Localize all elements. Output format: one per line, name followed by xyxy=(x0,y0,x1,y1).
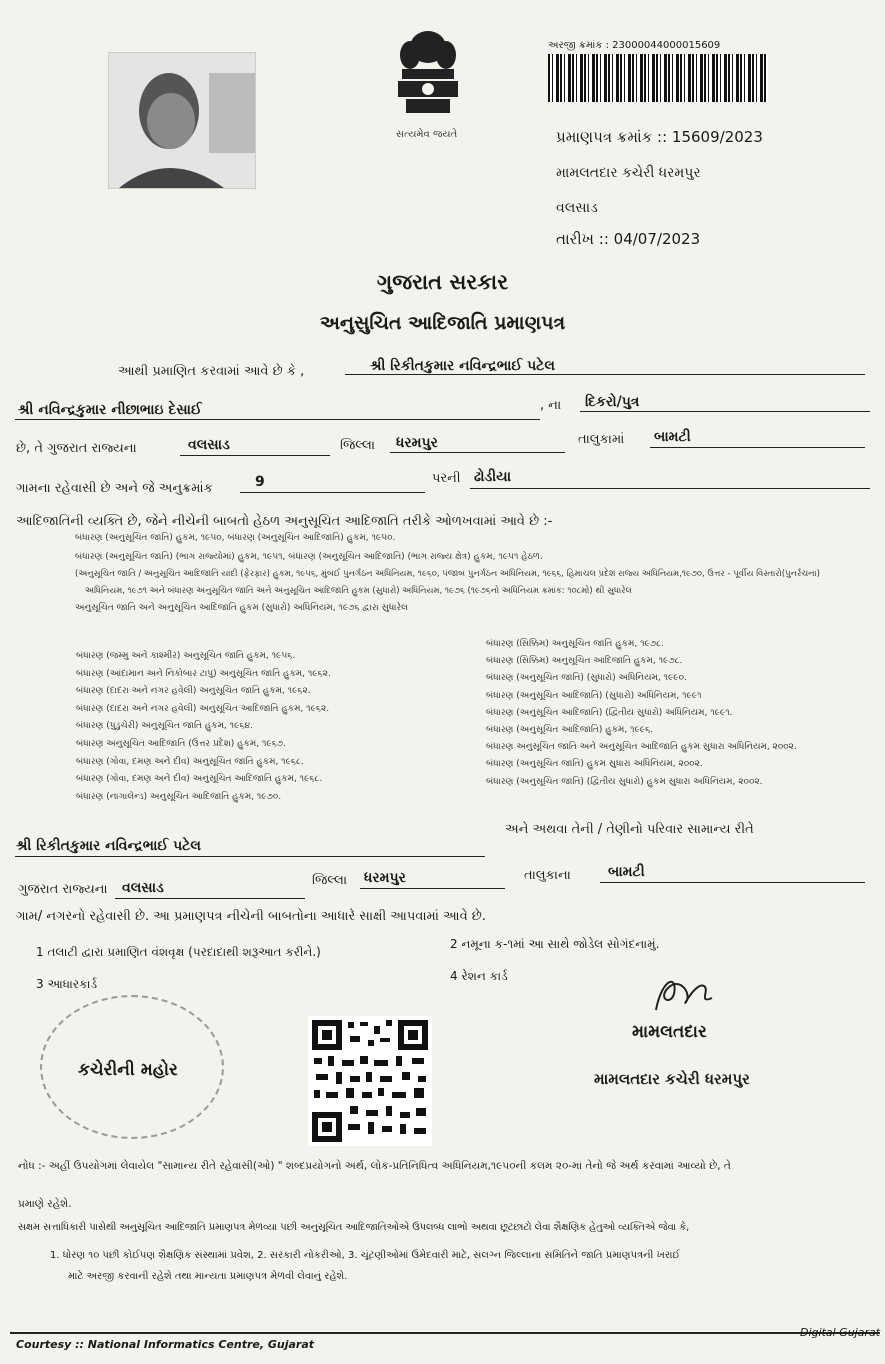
verification-qr-code xyxy=(308,1016,432,1146)
order-item: બંધારણ (દાદરા અને નગર હવેલી) અનુસૂચિત જાતિ હુકમ, ૧૯૬૨. xyxy=(76,686,311,697)
certificate-number xyxy=(556,128,763,146)
residence-person-name: શ્રી રિકીતકુમાર નવિન્દ્રભાઈ પટેલ xyxy=(16,838,201,854)
basis-text: ગામ/ નગરનો રહેવાસી છે. આ પ્રમાણપત્ર નીચેની બાબતોના આધારે સાક્ષી આપવામાં આવે છે. xyxy=(16,909,486,924)
village-value: બામટી xyxy=(654,429,691,445)
application-number-label: અરજી ક્રમાંક : xyxy=(548,40,609,51)
residence-taluka-text: તાલુકાના xyxy=(524,868,571,883)
parent-name: શ્રી નવિન્દ્રકુમાર નીછાભાઇ દેસાઈ xyxy=(18,402,202,418)
government-title: ગુજરાત સરકાર xyxy=(376,270,509,294)
order-item: બંધારણ અનુસૂચિત આદિજાતિ (ઉત્તર પ્રદેશ) હુકમ, ૧૯૬૭. xyxy=(76,738,286,749)
applicant-photo xyxy=(108,52,256,189)
note-line: સક્ષમ સત્તાધિકારી પાસેથી અનુસૂચિત આદિજાતિ પ્રમાણપત્ર મેળવ્યા પછી અનુસૂચિત આદિજાતિઓએ ઉપલબ્ધ લાભો અથવા છૂટછાટો લેવા શૈક્ષણિક હેતુઓ વ્યક્તિએ જેવા કે, xyxy=(18,1222,690,1233)
orders-left-list xyxy=(76,648,331,806)
fill-line xyxy=(240,492,425,493)
order-item: બંધારણ અનુસૂચિત જાતિ અને અનુસૂચિત આદિજાતિ હુકમ સુધારા અધિનિયમ, ૨૦૦૨. xyxy=(486,742,797,753)
resident-text: ગામના રહેવાસી છે અને જે અનુક્રમાંક xyxy=(16,481,213,496)
footer-digital-gujarat: Digital Gujarat xyxy=(800,1326,881,1339)
residence-taluka: ધરમપુર xyxy=(364,870,406,886)
residence-district: વલસાડ xyxy=(122,880,164,896)
note-line: નોંધ :- અહીં ઉપયોગમાં લેવાયેલ "સામાન્ય રીતે રહેવાસી(ઓ) " શબ્દપ્રયોગનો અર્થ, લોક-પ્રતિનિધિત્વ અધિનિયમ,૧૯૫૦ની કલમ ૨૦-માં તેનો જે અર્થ કરવામાં આવ્યો છે, તે xyxy=(18,1160,731,1172)
taluka-value: ધરમપુર xyxy=(396,435,438,451)
application-number xyxy=(548,40,720,51)
residence-village: બામટી xyxy=(608,864,645,880)
seal-text: કચેરીની મહોર xyxy=(78,1060,178,1080)
order-item: બંધારણ (ગોવા, દમણ અને દીવ) અનુસૂચિત જાતિ હુકમ, ૧૯૬૮. xyxy=(76,756,304,767)
jilla-text: જિલ્લા xyxy=(340,438,376,453)
tribe-text: આદિજાતિની વ્યક્તિ છે, જેને નીચેની બાબતો હેઠળ અનુસૂચિત આદિજાતિ તરીકે ઓળખવામાં આવે છે :- xyxy=(16,514,553,529)
serial-number: 9 xyxy=(255,474,265,490)
order-item: બંધારણ (સિક્કિમ) અનુસૂચિત જાતિ હુકમ, ૧૯૭૮. xyxy=(486,639,664,649)
order-item: બંધારણ (આંદામાન અને નિકોબાર ટાપુ) અનુસૂચિત જાતિ હુકમ, ૧૯૬૨. xyxy=(76,668,331,679)
order-item: બંધારણ (સિક્કિમ) અનુસૂચિત આદિજાતિ હુકમ, ૧૯૭૮. xyxy=(486,656,683,667)
order-line: બંધારણ (અનુસૂચિત જાતિ) હુકમ, ૧૯૫૦, બંધારણ (અનુસૂચિત આદિજાતિ) હુકમ, ૧૯૫૦. xyxy=(75,533,396,543)
document-item: 2 નમૂના ક-૧માં આ સાથે જોડેલ સોગંદનામું. xyxy=(450,937,660,951)
issue-date-value: 04/07/2023 xyxy=(613,230,701,248)
application-barcode xyxy=(548,54,768,102)
order-item: બંધારણ (અનુસૂચિત જાતિ) (સુધારો) અધિનિયમ, ૧૯૯૦. xyxy=(486,673,687,684)
note-line: 1. ધોરણ ૧૦ પછી કોઈપણ શૈક્ષણિક સંસ્થામાં પ્રવેશ, 2. સરકારી નોકરીઓ, 3. ચૂંટણીઓમાં ઉમેદવારી માટે, સંલગ્ન જિલ્લાના સમિતિને જાતિ પ્રમાણપત્રની ખરાઈ xyxy=(50,1250,681,1261)
fill-line xyxy=(600,882,865,883)
signatory-title: મામલતદાર xyxy=(632,1022,707,1042)
orders-right-list xyxy=(486,636,797,791)
residence-state-text: ગુજરાત રાજ્યના xyxy=(18,882,108,897)
fill-line xyxy=(360,888,505,889)
taluka-text: તાલુકામાં xyxy=(578,432,625,447)
fill-line xyxy=(180,455,330,456)
order-item: બંધારણ (જમ્મુ અને કાશ્મીર) અનુસૂચિત જાતિ હુકમ, ૧૯૫૬. xyxy=(76,651,296,661)
family-text: અને અથવા તેની / તેણીનો પરિવાર સામાન્ય રીતે xyxy=(505,822,754,837)
fill-line xyxy=(470,488,870,489)
order-item: બંધારણ (અનુસૂચિત આદિજાતિ) હુકમ, ૧૯૯૬. xyxy=(486,725,654,736)
certificate-number-label: પ્રમાણપત્ર ક્રમાંક xyxy=(556,128,653,146)
signature xyxy=(648,968,718,1018)
emblem-caption: સત્યમેવ જયતે xyxy=(396,129,458,140)
note-line: પ્રમાણે રહેશે. xyxy=(18,1198,72,1210)
relation: દિકરો/પુત્ર xyxy=(585,394,640,410)
certificate-title: અનુસુચિત આદિજાતિ પ્રમાણપત્ર xyxy=(319,312,566,334)
na-text: , ના xyxy=(540,398,562,413)
parni-text: પરની xyxy=(432,471,461,486)
order-item: બંધારણ (પુડુચેરી) અનુસૂચિત જાતિ હુકમ, ૧૯૬૪. xyxy=(76,721,253,732)
document-item: 3 આધારકાર્ડ xyxy=(36,977,98,991)
fill-line xyxy=(345,374,865,375)
signatory-office: મામલતદાર કચેરી ધરમપુર xyxy=(594,1070,750,1088)
fill-line xyxy=(15,856,485,857)
order-item: બંધારણ (અનુસૂચિત આદિજાતિ) (સુધારો) અધિનિયમ, ૧૯૯૧ xyxy=(486,690,702,701)
note-line: માટે અરજી કરવાની રહેશે તથા માન્યતા પ્રમાણપત્ર મેળવી લેવાનું રહેશે. xyxy=(68,1271,348,1282)
issuing-district: વલસાડ xyxy=(556,200,598,216)
order-line: અનુસૂચિત જાતિ અને અનુસૂચિત આદિજાતિ હુકમ (સુધારો) અધિનિયમ, ૧૯૭૬ દ્વારા સુધારેલ xyxy=(75,603,408,613)
order-item: બંધારણ (અનુસૂચિત જાતિ) હુકમ સુધારા અધિનિયમ, ૨૦૦૨. xyxy=(486,759,703,770)
issue-date-label: તારીખ :: xyxy=(556,230,609,248)
order-item: બંધારણ (ગોવા, દમણ અને દીવ) અનુસૂચિત આદિજાતિ હુકમ, ૧૯૬૮. xyxy=(76,774,323,785)
residence-jilla-text: જિલ્લા xyxy=(312,873,348,888)
order-line: અધિનિયમ, ૧૯૭૧ અને બંધારણ અનુસૂચિત જાતિ અને અનુસૂચિત આદિજાતિ હુકમ (સુધારો) અધિનિયમ, ૧૯૭૬ (૧૯૭૬નો અધિનિયમ ક્રમાંક: ૧૦૮મો) થી સુધારેલ xyxy=(85,586,632,596)
footer-courtesy: Courtesy :: National Informatics Centre, Gujarat xyxy=(16,1338,315,1351)
order-line: બંધારણ (અનુસૂચિત જાતિ) (ભાગ રાજ્યોમાં) હુકમ, ૧૯૫૧, બંધારણ (અનુસૂચિત આદિજાતિ) (ભાગ રાજ્ય ક્ષેત્ર) હુકમ, ૧૯૫૧ હેઠળ. xyxy=(75,552,543,562)
fill-line xyxy=(650,447,865,448)
fill-line xyxy=(115,898,305,899)
fill-line xyxy=(390,452,565,453)
certificate-number-value: :: 15609/2023 xyxy=(657,128,763,146)
document-item: 1 તલાટી દ્વારા પ્રમાણિત વંશવૃક્ષ (પરદાદાથી શરૂઆત કરીને.) xyxy=(36,945,321,959)
certify-text: આથી પ્રમાણિત કરવામાં આવે છે કે , xyxy=(118,364,305,379)
order-item: બંધારણ (નાગાલેન્ડ) અનુસૂચિત આદિજાતિ હુકમ, ૧૯૭૦. xyxy=(76,791,282,802)
order-item: બંધારણ (દાદરા અને નગર હવેલી) અનુસૂચિત આદિજાતિ હુકમ, ૧૯૬૨. xyxy=(76,703,330,714)
state-text: છે, તે ગુજરાત રાજ્યના xyxy=(16,441,137,456)
fill-line xyxy=(580,411,870,412)
footer-rule xyxy=(10,1332,880,1334)
district-value: વલસાડ xyxy=(188,437,230,453)
issue-date xyxy=(556,230,700,248)
fill-line xyxy=(15,419,540,420)
issuing-office: મામલતદાર કચેરી ધરમપુર xyxy=(556,165,701,181)
order-item: બંધારણ (અનુસૂચિત જાતિ) (દ્વિતીય સુધારો) હુકમ સુધારા અધિનિયમ, ૨૦૦૨. xyxy=(486,776,763,787)
application-number-value: 23000044000015609 xyxy=(612,40,721,51)
national-emblem xyxy=(388,25,468,145)
document-item: 4 રેશન કાર્ડ xyxy=(450,969,508,983)
order-line: (અનુસૂચિત જાતિ / અનુસૂચિત આદિજાતિ યાદી (ફેરફાર) હુકમ, ૧૯૫૬, મુંબઈ પુનર્ગઠન અધિનિયમ, ૧૯૬૦, પંજાબ પુનર્ગઠન અધિનિયમ, ૧૯૬૬, હિમાચલ પ્રદેશ રાજ્ય અધિનિયમ,૧૯૭૦, ઉત્તર - પૂર્વીય વિસ્તારો(પુનર્રચના) xyxy=(75,569,820,579)
person-name: શ્રી રિકીતકુમાર નવિન્દ્રભાઈ પટેલ xyxy=(370,358,555,374)
order-item: બંધારણ (અનુસૂચિત આદિજાતિ) (દ્વિતીય સુધારો) અધિનિયમ, ૧૯૯૧. xyxy=(486,707,733,718)
tribe-name: ઢોડીયા xyxy=(474,469,512,485)
